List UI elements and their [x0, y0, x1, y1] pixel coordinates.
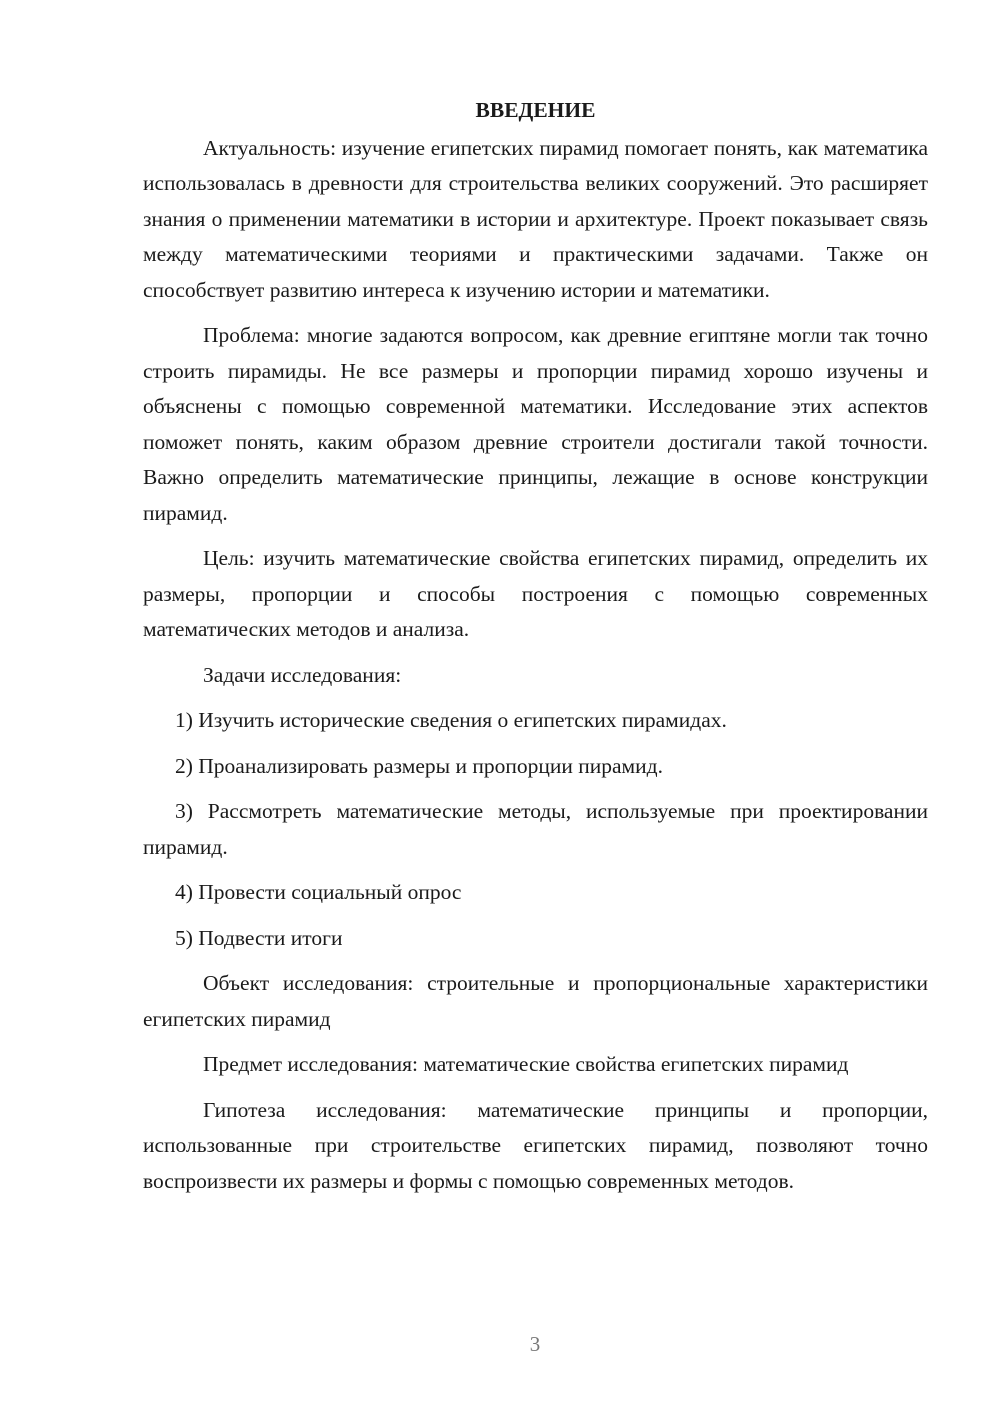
list-item: 2) Проанализировать размеры и пропорции пирамид.: [175, 753, 663, 778]
page-number: 3: [529, 1332, 541, 1356]
document-page: [143, 92, 928, 1209]
paragraph-subject: Предмет исследования: математические свойства египетских пирамид: [203, 1052, 849, 1076]
paragraph-hypothesis: Гипотеза исследования: математические принципы и пропорции, использованные при строительстве египетских пирамид, позволяют точно воспроизвести их размеры и формы с помощью современных методов.: [143, 1097, 928, 1193]
paragraph-object: Объект исследования: строительные и пропорциональные характеристики египетских пирамид: [143, 971, 928, 1031]
paragraph-goal: Цель: изучить математические свойства египетских пирамид, определить их размеры, пропорции и способы построения с помощью современных математических методов и анализа.: [143, 546, 928, 641]
list-item: 4) Провести социальный опрос: [175, 880, 462, 904]
list-item: 1) Изучить исторические сведения о египетских пирамидах.: [175, 708, 727, 732]
paragraph-problem: Проблема: многие задаются вопросом, как древние египтяне могли так точно строить пирамиды. Не все размеры и пропорции пирамид хорошо изучены и объяснены с помощью современной математики. Исследование этих аспектов поможет понять, каким образом древние строители достигали такой точности. Важно определить математические принципы, лежащие в основе конструкции пирамид.: [143, 323, 928, 525]
page-title: ВВЕДЕНИЕ: [475, 98, 596, 122]
tasks-list: [143, 703, 928, 956]
paragraph-relevance: Актуальность: изучение египетских пирамид помогает понять, как математика использовалась в древности для строительства великих сооружений. Это расширяет знания о применении математики в истории и архитектуре. Проект показывает связь между математическими теориями и практическими задачами. Также он способствует развитию интереса к изучению истории и математики.: [143, 135, 928, 302]
list-item: 3) Рассмотреть математические методы, используемые при проектировании пирамид.: [143, 799, 928, 859]
list-item: 5) Подвести итоги: [175, 925, 343, 950]
tasks-heading: Задачи исследования:: [203, 662, 402, 687]
